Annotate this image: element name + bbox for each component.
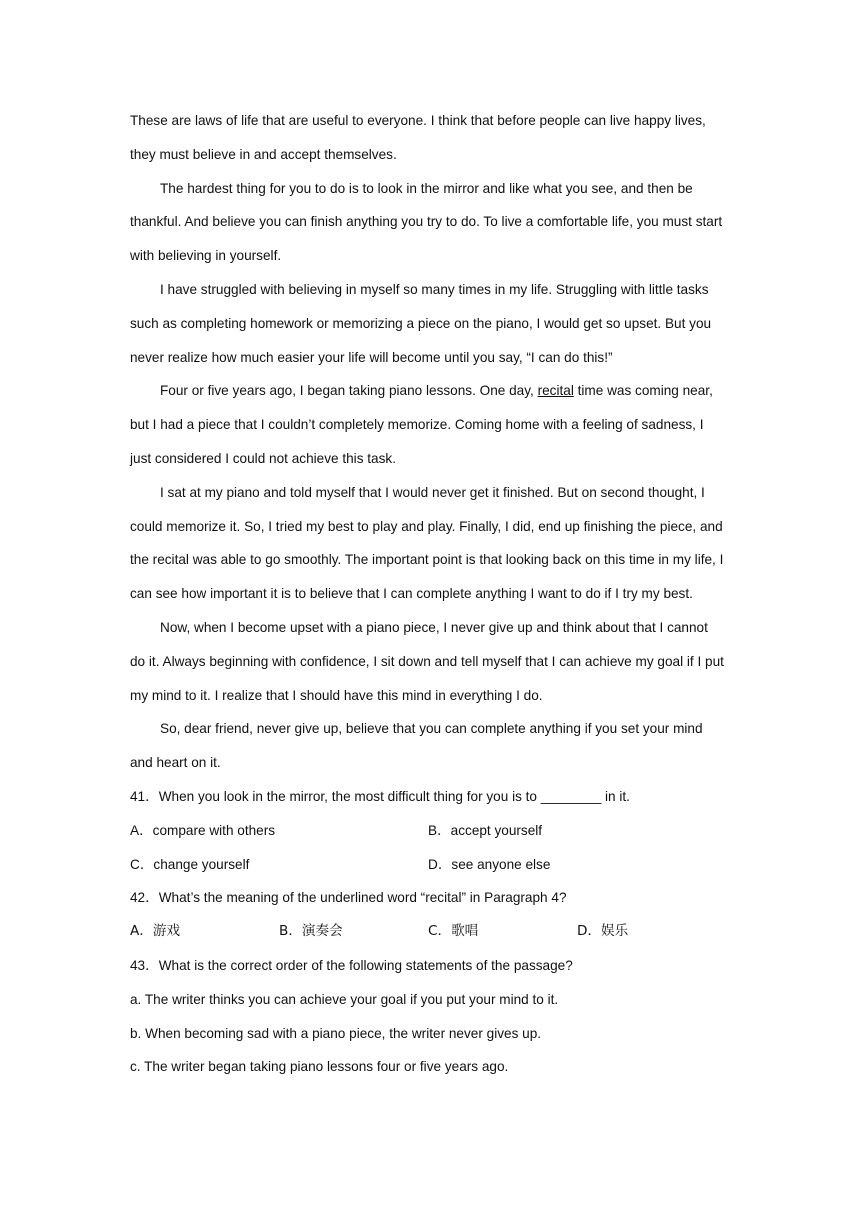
paragraph-1: The hardest thing for you to do is to look in the mirror and like what you see, and then be thankful. And believe you can finish anything you try to do. To live a comfortable life, you must start with believing in yourself. xyxy=(130,180,723,264)
question-43-stem: 43．What is the correct order of the following statements of the passage? xyxy=(130,957,573,973)
question-42-option-c: C．歌唱 xyxy=(428,923,479,940)
paragraph-5: Now, when I become upset with a piano piece, I never give up and think about that I cannot do it. Always beginning with confidence, I sit down and tell myself that I can achieve my goal if I put my mind to it. I realize that I should have this mind in everything I do. xyxy=(130,619,724,703)
question-41-option-c: C．change yourself xyxy=(130,856,250,872)
question-41-option-d: D．see anyone else xyxy=(428,856,551,872)
question-43-statement-a: a. The writer thinks you can achieve your goal if you put your mind to it. xyxy=(130,991,559,1007)
question-42-option-d: D．娱乐 xyxy=(577,923,629,940)
question-41-option-a: A．compare with others xyxy=(130,822,276,838)
question-41-options-row-1 xyxy=(130,814,726,848)
paragraph-3 xyxy=(130,374,726,475)
question-42-option-b: B．演奏会 xyxy=(279,923,343,940)
paragraph-6: So, dear friend, never give up, believe that you can complete anything if you set your mind and heart on it. xyxy=(130,721,703,771)
paragraph-2: I have struggled with believing in myself so many times in my life. Struggling with little tasks such as completing homework or memorizing a piece on the piano, I would get so upset. But you never realize how much easier your life will become until you say, “I can do this!” xyxy=(130,281,712,365)
question-41-option-b: B．accept yourself xyxy=(428,822,543,838)
passage-intro-line-2: they must believe in and accept themselves. xyxy=(130,146,397,162)
passage-intro-line-1: These are laws of life that are useful to everyone. I think that before people can live happy lives, xyxy=(130,113,706,128)
paragraph-4: I sat at my piano and told myself that I would never get it finished. But on second thought, I could memorize it. So, I tried my best to play and play. Finally, I did, end up finishing the piece, and the recital was able to go smoothly. The important point is that looking back on this time in my life, I can see how important it is to believe that I can complete anything I want to do if I try my best. xyxy=(130,484,724,602)
underlined-word-recital: recital xyxy=(537,383,574,399)
paragraph-3-text-b: time was coming near, but I had a piece that I couldn’t completely memorize. Coming home with a feeling of sadness, I just considered I could not achieve this task. xyxy=(130,383,713,466)
question-42-stem: 42．What’s the meaning of the underlined word “recital” in Paragraph 4? xyxy=(130,890,567,906)
question-41-options-row-2 xyxy=(130,848,726,882)
document-page xyxy=(130,104,726,1084)
question-41-stem: 41．When you look in the mirror, the most difficult thing for you is to ________ in it. xyxy=(130,788,630,804)
question-42-option-a: A．游戏 xyxy=(130,923,181,940)
question-43-statement-c: c. The writer began taking piano lessons four or five years ago. xyxy=(130,1059,509,1075)
question-42-options-row xyxy=(130,915,726,949)
question-43-statement-b: b. When becoming sad with a piano piece, the writer never gives up. xyxy=(130,1025,542,1041)
paragraph-3-text-a: Four or five years ago, I began taking piano lessons. One day, xyxy=(160,383,538,399)
